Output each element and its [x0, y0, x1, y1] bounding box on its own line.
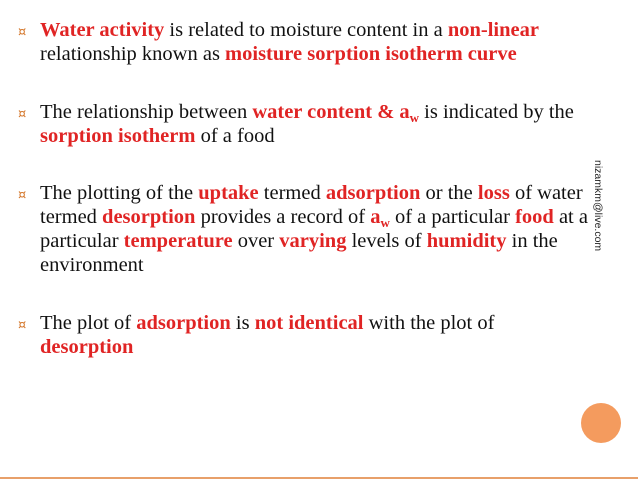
- body-text: at a particular: [40, 206, 588, 252]
- bullet-marker-icon: ¤: [18, 107, 27, 122]
- highlight-text: humidity: [426, 230, 507, 252]
- body-text: of water termed: [40, 182, 583, 228]
- bullet-not-identical: [18, 311, 588, 359]
- bullet-water-activity: [18, 18, 588, 66]
- highlight-text: Water activity: [40, 19, 165, 41]
- body-text: is related to moisture content in a: [164, 19, 448, 41]
- decorative-circle: [581, 403, 621, 443]
- subscript-text: w: [380, 215, 390, 230]
- highlight-text: adsorption: [325, 182, 421, 204]
- highlight-text: sorption isotherm: [40, 125, 196, 147]
- bullet-plotting: [18, 181, 588, 277]
- highlight-text: water content & a: [252, 101, 410, 123]
- highlight-text: moisture sorption isotherm curve: [225, 43, 517, 65]
- bullet-relationship: [18, 100, 588, 148]
- body-text: over: [232, 230, 280, 252]
- highlight-text: food: [515, 206, 554, 228]
- highlight-text: not identical: [254, 312, 364, 334]
- side-email-watermark: nizamkm@live.com: [592, 160, 604, 252]
- highlight-text: uptake: [198, 182, 259, 204]
- bullet-marker-icon: ¤: [18, 25, 27, 40]
- body-text: The plot of: [40, 312, 137, 334]
- body-text: of a food: [195, 125, 275, 147]
- highlight-text: non-linear: [447, 19, 539, 41]
- subscript-text: w: [409, 110, 420, 125]
- body-text: The plotting of the: [40, 182, 199, 204]
- body-text: is: [230, 312, 255, 334]
- highlight-text: temperature: [123, 230, 233, 252]
- bullet-list: [18, 18, 588, 359]
- bullet-marker-icon: ¤: [18, 318, 27, 333]
- body-text: provides a record of: [195, 206, 371, 228]
- highlight-text: desorption: [102, 206, 196, 228]
- highlight-text: a: [370, 206, 381, 228]
- body-text: is indicated by the: [419, 101, 574, 123]
- body-text: relationship known as: [40, 43, 226, 65]
- body-text: of a particular: [389, 206, 516, 228]
- body-text: or the: [420, 182, 478, 204]
- body-text: The relationship between: [40, 101, 253, 123]
- highlight-text: loss: [477, 182, 510, 204]
- body-text: termed: [258, 182, 326, 204]
- body-text: with the plot of: [363, 312, 495, 334]
- highlight-text: varying: [279, 230, 347, 252]
- body-text: levels of: [346, 230, 427, 252]
- body-text: in the environment: [40, 230, 558, 276]
- bullet-marker-icon: ¤: [18, 188, 27, 203]
- highlight-text: desorption: [40, 336, 134, 358]
- highlight-text: adsorption: [136, 312, 231, 334]
